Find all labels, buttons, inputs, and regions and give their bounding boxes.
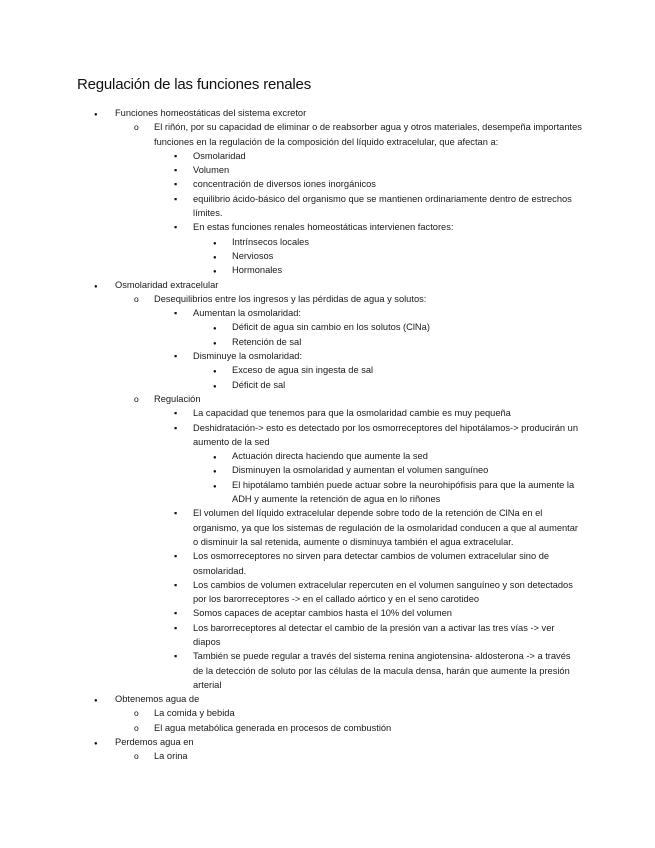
list-item-text: Osmolaridad	[193, 150, 246, 161]
circle-bullet-icon	[134, 392, 139, 406]
list-item	[0, 463, 655, 477]
list-item	[0, 449, 655, 463]
list-item	[0, 177, 655, 191]
list-item	[0, 378, 655, 392]
square-bullet-icon	[174, 421, 177, 435]
list-item-text: equilibrio ácido-básico del organismo que se mantienen ordinariamente dentro de estrechos límites.	[193, 193, 572, 219]
list-item-text: Los cambios de volumen extracelular repercuten en el volumen sanguíneo y son detectados por los barorreceptores -> en el callado aórtico y en el seno carotideo	[193, 579, 573, 605]
square-bullet-icon	[174, 163, 177, 177]
list-item-text: Déficit de agua sin cambio en los solutos (ClNa)	[232, 322, 430, 333]
list-item	[0, 306, 655, 320]
list-item	[0, 549, 655, 578]
list-item-text: Somos capaces de aceptar cambios hasta el 10% del volumen	[193, 608, 452, 619]
list-item	[0, 749, 655, 763]
list-item-text: Perdemos agua en	[115, 737, 194, 748]
list-item	[0, 149, 655, 163]
bullet-icon	[213, 478, 217, 494]
square-bullet-icon	[174, 406, 177, 420]
list-item-text: Déficit de sal	[232, 379, 286, 390]
square-bullet-icon	[174, 177, 177, 191]
list-item-text: Deshidratación-> esto es detectado por los osmorreceptores del hipotálamos-> producirán un aumento de la sed	[193, 422, 579, 447]
list-item-text: El volumen del líquido extracelular depende sobre todo de la retención de ClNa en el organismo, ya que los sistemas de regulación de la osmolaridad conducen a que al aumentar o disminuir la sal retenida, aumente o disminuya también el agua extracelular.	[193, 508, 579, 547]
square-bullet-icon	[174, 606, 177, 620]
list-item	[0, 606, 655, 620]
square-bullet-icon	[174, 220, 177, 234]
list-item	[0, 220, 655, 234]
list-item	[0, 320, 655, 334]
list-item	[0, 120, 655, 149]
list-item-text: Nerviosos	[232, 250, 274, 261]
list-item-text: La capacidad que tenemos para que la osmolaridad cambie es muy pequeña	[193, 408, 511, 419]
list-item-text: Los barorreceptores al detectar el cambio de la presión van a activar las tres vías -> ver diapos	[193, 622, 555, 647]
list-item	[0, 235, 655, 249]
list-item-text: Retención de sal	[232, 336, 302, 347]
list-item-text: Regulación	[154, 393, 201, 404]
list-item	[0, 249, 655, 263]
list-item	[0, 263, 655, 277]
list-item	[0, 406, 655, 420]
page-title: Regulación de las funciones renales	[77, 76, 311, 93]
square-bullet-icon	[174, 506, 177, 520]
square-bullet-icon	[174, 149, 177, 163]
list-item	[0, 721, 655, 735]
list-item	[0, 292, 655, 306]
bullet-outline	[0, 106, 655, 764]
list-item	[0, 578, 655, 607]
circle-bullet-icon	[134, 292, 139, 306]
circle-bullet-icon	[134, 120, 139, 134]
list-item-text: Hormonales	[232, 265, 283, 276]
list-item	[0, 478, 655, 507]
list-item-text: La orina	[154, 751, 188, 762]
list-item	[0, 392, 655, 406]
list-item-text: Obtenemos agua de	[115, 694, 200, 705]
list-item	[0, 192, 655, 221]
list-item-text: Desequilibrios entre los ingresos y las pérdidas de agua y solutos:	[154, 293, 427, 304]
list-item-text: Funciones homeostáticas del sistema excretor	[115, 108, 307, 118]
circle-bullet-icon	[134, 721, 139, 735]
list-item-text: También se puede regular a través del sistema renina angiotensina- aldosterona -> a través de la detección de soluto por las células de la macula densa, harán que aumente la presión arterial	[193, 651, 571, 690]
list-item	[0, 335, 655, 349]
list-item-text: El hipotálamo también puede actuar sobre la neurohipófisis para que la aumente la ADH y aumente la retención de agua en lo riñones	[232, 479, 575, 505]
square-bullet-icon	[174, 349, 177, 363]
list-item	[0, 506, 655, 549]
square-bullet-icon	[174, 306, 177, 320]
circle-bullet-icon	[134, 706, 139, 720]
list-item	[0, 363, 655, 377]
list-item	[0, 106, 655, 120]
list-item-text: Disminuyen la osmolaridad y aumentan el volumen sanguíneo	[232, 465, 489, 476]
list-item	[0, 421, 655, 450]
list-item	[0, 692, 655, 706]
list-item	[0, 649, 655, 692]
list-item	[0, 735, 655, 749]
list-item-text: Disminuye la osmolaridad:	[193, 351, 303, 362]
list-item	[0, 349, 655, 363]
list-item-text: Intrínsecos locales	[232, 236, 309, 247]
list-item	[0, 621, 655, 650]
list-item-text: Exceso de agua sin ingesta de sal	[232, 365, 374, 376]
circle-bullet-icon	[134, 749, 139, 763]
list-item-text: Actuación directa haciendo que aumente la sed	[232, 451, 428, 462]
list-item-text: Los osmorreceptores no sirven para detectar cambios de volumen extracelular sino de osmolaridad.	[193, 551, 550, 576]
list-item-text: Volumen	[193, 165, 230, 176]
list-item	[0, 163, 655, 177]
list-item-text: concentración de diversos iones inorgánicos	[193, 179, 376, 190]
list-item-text: La comida y bebida	[154, 708, 235, 719]
list-item	[0, 706, 655, 720]
square-bullet-icon	[174, 649, 177, 663]
square-bullet-icon	[174, 578, 177, 592]
list-item-text: El agua metabólica generada en procesos de combustión	[154, 722, 392, 733]
square-bullet-icon	[174, 192, 177, 206]
list-item-text: Osmolaridad extracelular	[115, 279, 219, 290]
list-item-text: En estas funciones renales homeostáticas intervienen factores:	[193, 222, 454, 233]
list-item-text: El riñón, por su capacidad de eliminar o de reabsorber agua y otros materiales, desempeña importantes funciones en la regulación de la composición del líquido extracelular, que afectan a:	[154, 122, 582, 147]
list-item	[0, 278, 655, 292]
square-bullet-icon	[174, 621, 177, 635]
square-bullet-icon	[174, 549, 177, 563]
list-item-text: Aumentan la osmolaridad:	[193, 308, 302, 319]
